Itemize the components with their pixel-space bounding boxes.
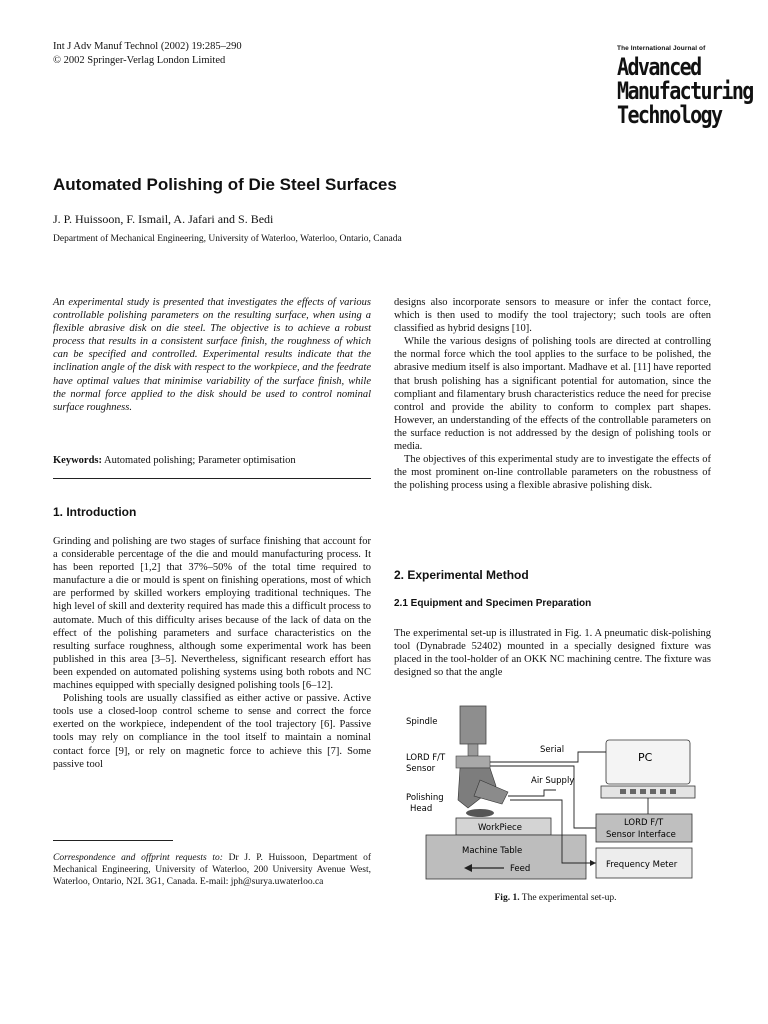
label-machine-table: Machine Table	[462, 846, 523, 856]
label-air-supply: Air Supply	[531, 776, 575, 786]
intro-paragraph-1: Grinding and polishing are two stages of surface finishing that account for a considerable percentage of the die and mould manufacturing process. It has been reported [1,2] that 37%–50% of the total time required to manufacture a die or mould is spent on finishing operations, most of which are performed by skilled workers employing traditional techniques. The high level of skill and dexterity required has made this a difficult process to automate. Much of this difficulty arises because of the lack of data on the effect of the polishing parameters and surface characteristics on the resulting surface roughness, although some experimental work has been published in this area [3–5]. Nevertheless, significant research effort has been expended on automated polishing systems using both robots and NC machines equipped with specially designed polishing tools [6–12].	[53, 536, 371, 692]
method-paragraph-1: The experimental set-up is illustrated in Fig. 1. A pneumatic disk-polishing tool (Dynabrade 52402) mounted in a specially designed fixture was placed in the tool-holder of an OKK NC machining centre. The fixture was designed so that the angle	[394, 628, 711, 679]
abstract: An experimental study is presented that investigates the effects of various controllable polishing parameters on the resulting surface, when using a flexible abrasive disk on die steel. The objective is to achieve a robust process that results in a consistent surface finish, the roughness of which can be specified and controlled. Experimental results indicate that the inclination angle of the disk with respect to the workpiece, and the feedrate have optimal values that minimise variability of the surface finish, while the normal force applied to the disk should be used to control nominal surface roughness.	[53, 297, 371, 413]
footnote-rule	[53, 840, 173, 841]
label-sensor: Sensor	[406, 764, 436, 774]
spindle-shape	[460, 706, 486, 744]
label-serial: Serial	[540, 745, 565, 755]
section-heading-experimental-method: 2. Experimental Method	[394, 568, 529, 582]
right-column-body	[394, 296, 711, 492]
label-lord-ft-interface: LORD F/T	[624, 818, 664, 828]
figure-caption	[398, 893, 713, 903]
keywords-rule	[53, 478, 371, 479]
air-supply-line	[508, 790, 556, 796]
label-frequency-meter: Frequency Meter	[606, 860, 678, 870]
intro-paragraph-2: Polishing tools are usually classified as either active or passive. Active tools use a closed-loop control scheme to sense and correct the force exerted on the workpiece, independent of the tool trajectory [6]. Passive tools may rely on compliance in the tool itself to maintain a nominal contact force [9], or rely on magnetic force to achieve this [7]. Some passive tool	[53, 693, 371, 770]
citation: Int J Adv Manuf Technol (2002) 19:285–290	[53, 41, 242, 52]
label-head: Head	[410, 804, 433, 814]
footnote-text: Dr J. P. Huissoon, Department of Mechanical Engineering, University of Waterloo, 200 University Avenue West, Waterloo, Ontario, N2L 3G1, Canada. E-mail: jph@surya.uwaterloo.ca	[53, 853, 372, 887]
right-paragraph-1: designs also incorporate sensors to measure or infer the contact force, which is then used to modify the tool trajectory; such tools are often classified as hybrid designs [10].	[394, 297, 711, 335]
label-workpiece: WorkPiece	[478, 823, 522, 833]
pc-keyboard-shape	[601, 786, 695, 798]
caption-label: Fig. 1.	[494, 893, 520, 903]
footnote	[53, 853, 371, 888]
keywords	[53, 454, 371, 467]
journal-logo	[617, 45, 753, 130]
label-polishing: Polishing	[406, 793, 444, 803]
keywords-text: Automated polishing; Parameter optimisation	[104, 455, 296, 466]
label-sensor-interface: Sensor Interface	[606, 830, 676, 840]
keywords-label: Keywords:	[53, 455, 102, 466]
right-paragraph-2: While the various designs of polishing tools are directed at controlling the normal force which the tool applies to the surface to be polished, the abrasive medium itself is also important. Madhave et al. [11] have reported that brush polishing has a significant potential for automation, since the compliant and filamentary brush characteristics reduce the need for precise control and provide the ability to conform to complex part shapes. However, an understanding of the effects of the controllable parameters on the surface reduction is not addressed by the design of polishing tools or media.	[394, 336, 711, 453]
ft-sensor-shape	[456, 756, 490, 768]
journal-title-line2: Manufacturing	[617, 76, 753, 106]
caption-text: The experimental set-up.	[519, 893, 617, 903]
spindle-shaft	[468, 744, 478, 756]
right-paragraph-3: The objectives of this experimental study are to investigate the effects of the most prominent on-line controllable parameters on the robustness of the polishing process using a flexible abrasive polishing disk.	[394, 454, 711, 492]
label-feed: Feed	[510, 864, 531, 874]
journal-title-line3: Technology	[617, 100, 722, 130]
journal-title-line1: Advanced	[617, 52, 701, 82]
journal-small-title: The International Journal of	[617, 45, 706, 52]
paper-title: Automated Polishing of Die Steel Surfaces	[53, 175, 397, 194]
label-pc: PC	[638, 751, 653, 764]
frequency-arrow	[590, 860, 596, 866]
experimental-setup-figure	[398, 700, 713, 884]
citation-block	[53, 40, 242, 68]
label-lord-ft: LORD F/T	[406, 753, 446, 763]
authors: J. P. Huissoon, F. Ismail, A. Jafari and S. Bedi	[53, 212, 274, 226]
copyright: © 2002 Springer-Verlag London Limited	[53, 55, 226, 66]
affiliation: Department of Mechanical Engineering, University of Waterloo, Waterloo, Ontario, Canada	[53, 234, 402, 244]
subsection-heading-equipment: 2.1 Equipment and Specimen Preparation	[394, 598, 592, 609]
footnote-lead: Correspondence and offprint requests to:	[53, 853, 223, 863]
introduction-body	[53, 535, 371, 771]
label-spindle: Spindle	[406, 717, 438, 727]
section-heading-introduction: 1. Introduction	[53, 505, 137, 519]
polishing-disk-shape	[466, 809, 494, 817]
